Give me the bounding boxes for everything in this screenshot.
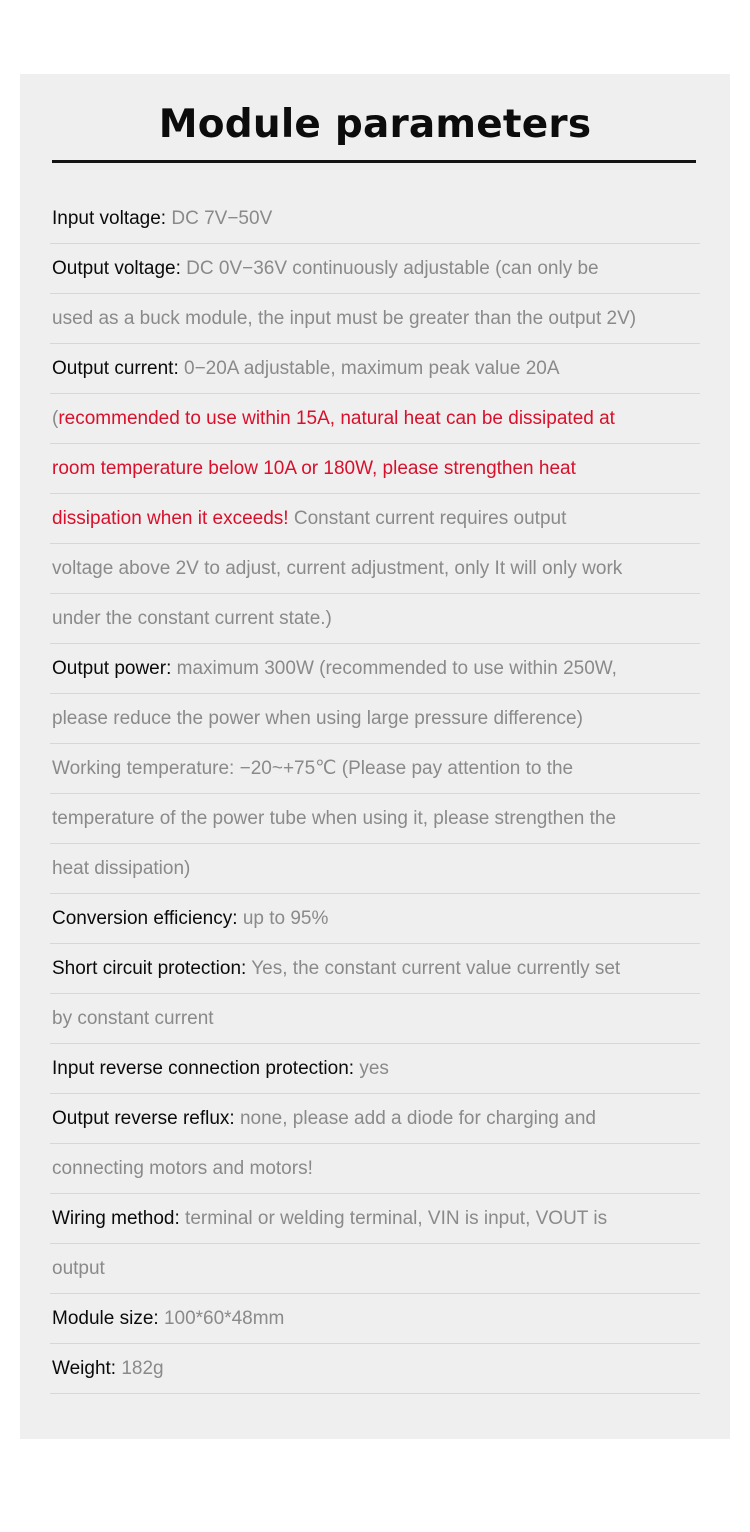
parameter-label: Short circuit protection: bbox=[52, 958, 252, 979]
parameter-value: ( bbox=[52, 408, 59, 429]
parameter-line bbox=[50, 594, 700, 644]
warning-text: dissipation when it exceeds! bbox=[52, 508, 289, 529]
parameter-line bbox=[50, 844, 700, 894]
parameter-line bbox=[50, 444, 700, 494]
parameter-value: 100*60*48mm bbox=[163, 1308, 285, 1329]
parameter-list bbox=[50, 194, 700, 1394]
parameter-value: connecting motors and motors! bbox=[52, 1158, 313, 1179]
parameter-label: Conversion efficiency: bbox=[52, 908, 243, 929]
parameter-label: Input voltage: bbox=[52, 208, 172, 229]
parameter-value: terminal or welding terminal, VIN is input, VOUT is bbox=[185, 1208, 608, 1229]
parameter-line bbox=[50, 1044, 700, 1094]
parameter-line bbox=[50, 744, 700, 794]
parameter-value: Yes, the constant current value currently set bbox=[251, 958, 621, 979]
parameter-line bbox=[50, 394, 700, 444]
title-underline bbox=[52, 160, 696, 163]
parameter-line bbox=[50, 1144, 700, 1194]
parameter-line bbox=[50, 1244, 700, 1294]
page-title: Module parameters bbox=[158, 102, 592, 147]
parameters-panel bbox=[20, 74, 730, 1439]
parameter-line bbox=[50, 194, 700, 244]
parameter-value: 182g bbox=[121, 1358, 164, 1379]
parameter-line bbox=[50, 294, 700, 344]
parameter-value: heat dissipation) bbox=[52, 858, 191, 879]
parameter-value: by constant current bbox=[52, 1008, 214, 1029]
parameter-line bbox=[50, 894, 700, 944]
parameter-line bbox=[50, 344, 700, 394]
parameter-value: maximum 300W (recommended to use within 250W, bbox=[176, 658, 617, 679]
parameter-value: 0−20A adjustable, maximum peak value 20A bbox=[184, 358, 560, 379]
parameter-value: voltage above 2V to adjust, current adjustment, only It will only work bbox=[52, 558, 623, 579]
parameter-value: Working temperature: −20~+75℃ (Please pay attention to the bbox=[52, 758, 574, 779]
parameter-value: yes bbox=[359, 1058, 389, 1079]
parameter-value: Constant current requires output bbox=[288, 508, 567, 529]
parameter-value: DC 0V−36V continuously adjustable (can only be bbox=[186, 258, 599, 279]
parameter-label: Module size: bbox=[52, 1308, 164, 1329]
parameter-line bbox=[50, 944, 700, 994]
parameter-label: Input reverse connection protection: bbox=[52, 1058, 360, 1079]
parameter-line bbox=[50, 794, 700, 844]
parameter-value: up to 95% bbox=[242, 908, 329, 929]
parameter-value: DC 7V−50V bbox=[171, 208, 273, 229]
parameter-line bbox=[50, 994, 700, 1044]
warning-text: room temperature below 10A or 180W, please strengthen heat bbox=[52, 458, 576, 479]
parameter-value: none, please add a diode for charging and bbox=[239, 1108, 596, 1129]
parameter-label: Weight: bbox=[52, 1358, 122, 1379]
parameter-value: output bbox=[52, 1258, 105, 1279]
parameter-line bbox=[50, 1294, 700, 1344]
parameter-label: Output power: bbox=[52, 658, 177, 679]
parameter-line bbox=[50, 694, 700, 744]
parameter-label: Output current: bbox=[52, 358, 185, 379]
warning-text: recommended to use within 15A, natural heat can be dissipated at bbox=[58, 408, 615, 429]
parameter-value: temperature of the power tube when using it, please strengthen the bbox=[52, 808, 617, 829]
parameter-line bbox=[50, 1344, 700, 1394]
parameter-line bbox=[50, 1094, 700, 1144]
parameter-value: used as a buck module, the input must be greater than the output 2V) bbox=[52, 308, 637, 329]
parameter-line bbox=[50, 1194, 700, 1244]
parameter-value: under the constant current state.) bbox=[52, 608, 332, 629]
parameter-line bbox=[50, 244, 700, 294]
parameter-line bbox=[50, 494, 700, 544]
parameter-label: Output reverse reflux: bbox=[52, 1108, 240, 1129]
parameter-value: please reduce the power when using large pressure difference) bbox=[52, 708, 583, 729]
parameter-label: Output voltage: bbox=[52, 258, 187, 279]
parameter-line bbox=[50, 644, 700, 694]
parameter-line bbox=[50, 544, 700, 594]
parameter-label: Wiring method: bbox=[52, 1208, 186, 1229]
